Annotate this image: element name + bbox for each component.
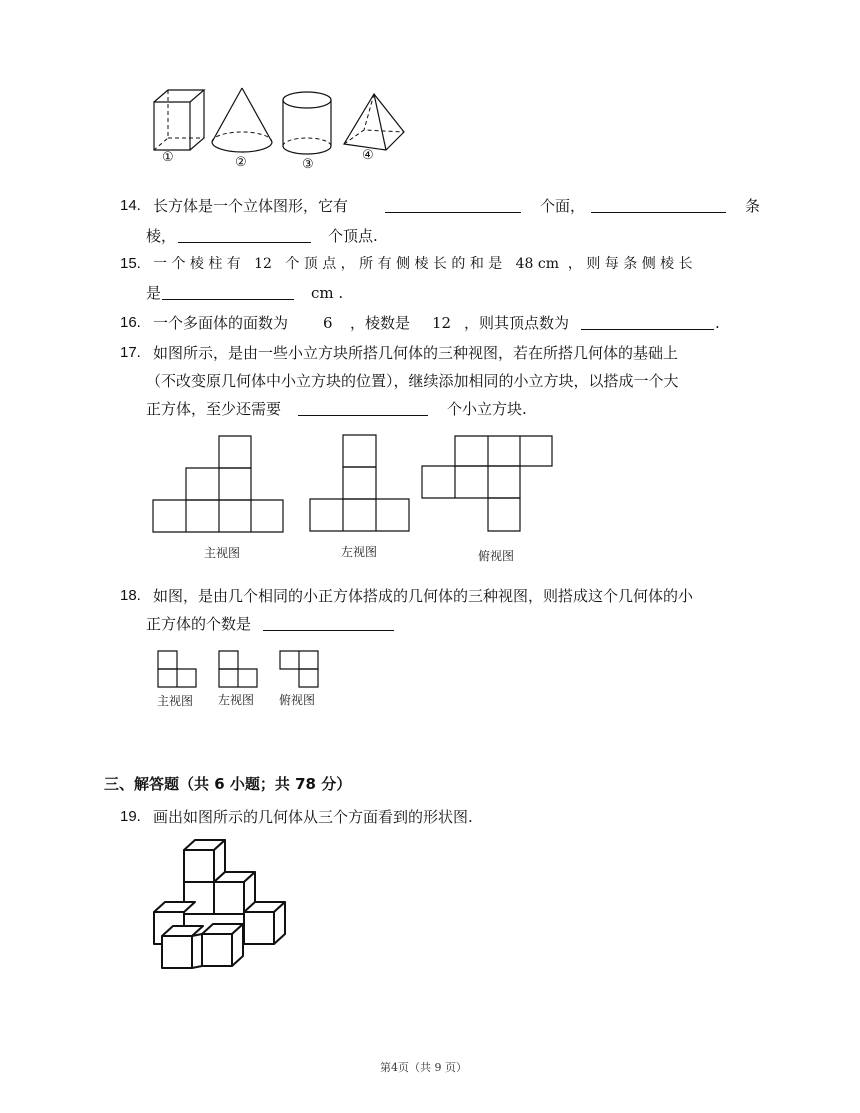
- face-count: 6: [323, 314, 333, 332]
- question-text: 是: [146, 284, 162, 302]
- question-text: 棱，: [146, 227, 177, 245]
- solid-label-3: ③: [302, 157, 314, 172]
- answer-blank-vertex-count[interactable]: [581, 313, 714, 330]
- left-view-figure: [309, 434, 411, 534]
- question-text: 如图所示，是由一些小立方块所搭几何体的三种视图，若在所搭几何体的基础上: [153, 344, 679, 362]
- solid-label-1: ①: [162, 150, 174, 165]
- question-text: ，棱数是: [350, 314, 411, 332]
- question-text: （不改变原几何体中小立方块的位置），继续添加相同的小立方块，以搭成一个大: [146, 372, 679, 390]
- question-text: 正方体，至少还需要: [146, 400, 282, 418]
- question-text: 正方体的个数是: [146, 615, 252, 633]
- q18-left-view-figure: [218, 650, 260, 690]
- q18-front-view-label: 主视图: [157, 694, 194, 708]
- question-text: .: [715, 314, 720, 332]
- question-text: 个小立方块.: [447, 400, 527, 418]
- question-text: 画出如图所示的几何体从三个方面看到的形状图.: [153, 808, 473, 826]
- cylinder-figure: [280, 90, 336, 160]
- answer-blank-edges[interactable]: [591, 196, 726, 213]
- question-text: 个面，: [540, 197, 586, 215]
- question-text: 如图，是由几个相同的小正方体搭成的几何体的三种视图，则搭成这个几何体的小: [153, 587, 694, 605]
- pyramid-figure: [342, 92, 408, 154]
- question-text: 长方体是一个立体图形，它有: [153, 197, 349, 215]
- top-view-figure: [421, 435, 554, 535]
- q18-top-view-label: 俯视图: [279, 693, 316, 707]
- question-number: 14.: [120, 197, 141, 214]
- question-text: ，则其顶点数为: [464, 314, 570, 332]
- answer-blank-faces[interactable]: [385, 196, 521, 213]
- answer-blank-cubes-needed[interactable]: [298, 399, 428, 416]
- left-view-label: 左视图: [341, 545, 378, 559]
- question-text: 一 个 棱 柱 有 12 个 顶 点 ， 所 有 侧 棱 长 的 和 是 48 cm ， 则 每 条 侧 棱 长: [153, 256, 693, 272]
- answer-blank-vertices[interactable]: [178, 226, 311, 243]
- question-number: 15.: [120, 255, 141, 272]
- question-number: 17.: [120, 344, 141, 361]
- question-number: 18.: [120, 587, 141, 604]
- question-number: 19.: [120, 808, 141, 825]
- top-view-label: 俯视图: [478, 549, 515, 563]
- section-title: 三、解答题（共 6 小题；共 78 分）: [104, 775, 352, 793]
- q18-front-view-figure: [157, 650, 199, 690]
- cone-figure: [210, 86, 274, 156]
- question-text: 个顶点.: [328, 227, 378, 245]
- front-view-figure: [152, 435, 284, 535]
- question-text: 条: [745, 197, 761, 215]
- page-footer: 第4页（共 9 页）: [380, 1061, 467, 1074]
- solid-label-4: ④: [362, 148, 374, 163]
- edge-count: 12: [432, 314, 452, 332]
- question-text: 一个多面体的面数为: [153, 314, 289, 332]
- q18-left-view-label: 左视图: [218, 693, 255, 707]
- answer-blank-cube-count[interactable]: [263, 614, 394, 631]
- question-number: 16.: [120, 314, 141, 331]
- solid-label-2: ②: [235, 155, 247, 170]
- cube-stack-figure: [150, 836, 290, 972]
- front-view-label: 主视图: [204, 546, 241, 560]
- q18-top-view-figure: [279, 650, 321, 690]
- question-text: cm .: [311, 284, 344, 302]
- answer-blank-edge-length[interactable]: [162, 283, 294, 300]
- cube-figure: [150, 88, 210, 158]
